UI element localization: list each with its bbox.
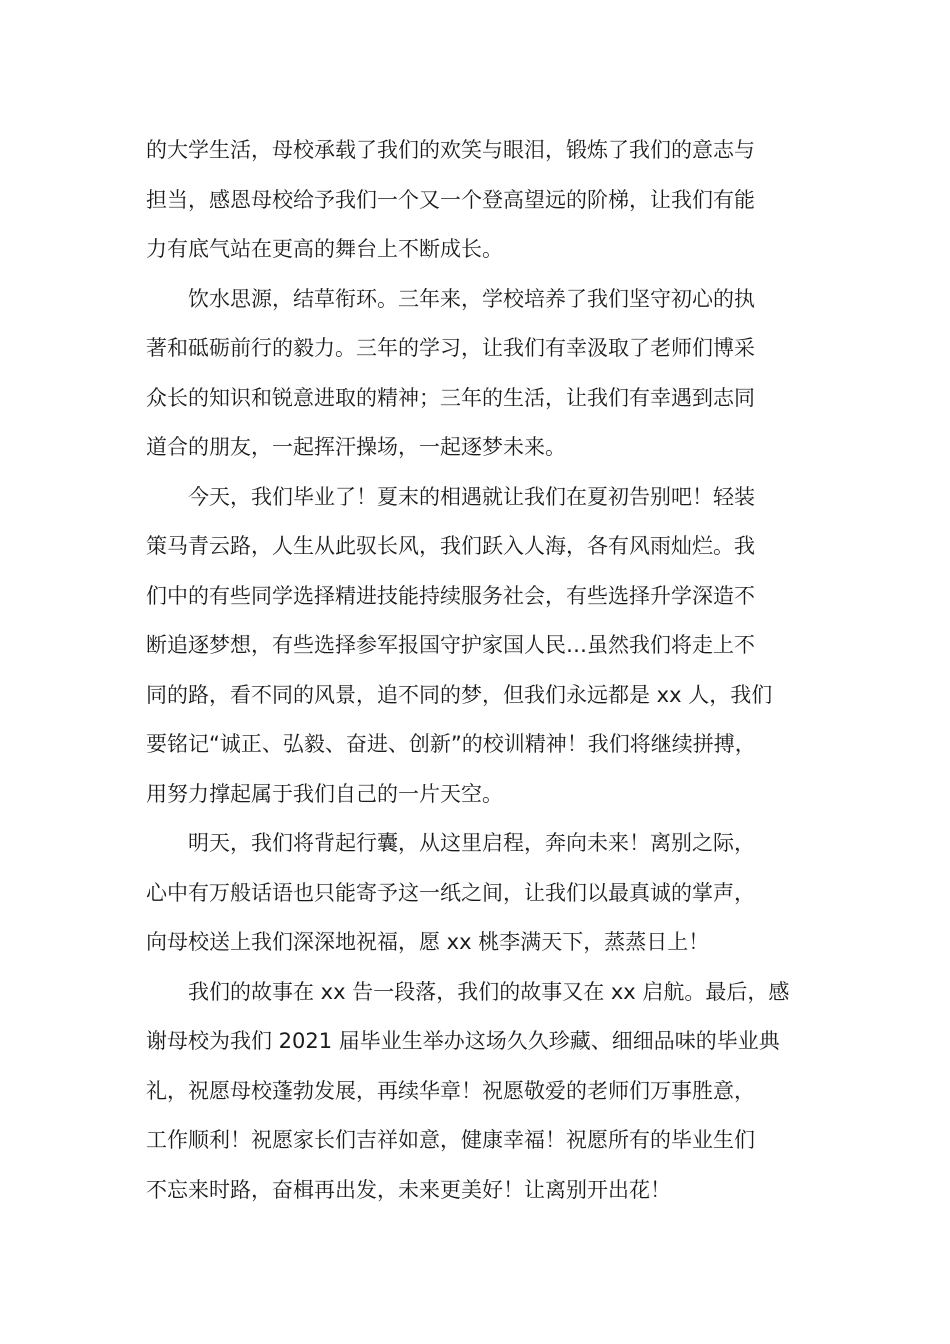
text-line: 同的路，看不同的风景，追不同的梦，但我们永远都是 xx 人，我们 xyxy=(146,682,773,707)
text-line: 工作顺利！祝愿家长们吉祥如意，健康幸福！祝愿所有的毕业生们 xyxy=(146,1128,755,1152)
text-line: 们中的有些同学选择精进技能持续服务社会，有些选择升学深造不 xyxy=(146,583,755,608)
text-line: 心中有万般话语也只能寄予这一纸之间，让我们以最真诚的掌声， xyxy=(146,880,755,905)
text-line: 力有底气站在更高的舞台上不断成长。 xyxy=(146,237,503,261)
text-line: 策马青云路，人生从此驭长风，我们跃入人海，各有风雨灿烂。我 xyxy=(146,534,755,558)
text-line: 担当，感恩母校给予我们一个又一个登高望远的阶梯，让我们有能 xyxy=(146,187,755,212)
text-line: 我们的故事在 xx 告一段落，我们的故事又在 xx 启航。最后，感 xyxy=(146,979,790,1004)
text-line: 的大学生活，母校承载了我们的欢笑与眼泪，锻炼了我们的意志与 xyxy=(146,138,755,162)
text-line: 向母校送上我们深深地祝福，愿 xx 桃李满天下，蒸蒸日上！ xyxy=(146,930,710,954)
text-line: 今天，我们毕业了！夏末的相遇就让我们在夏初告别吧！轻装 xyxy=(146,484,755,509)
text-line: 要铭记“诚正、弘毅、奋进、创新”的校训精神！我们将继续拼搏， xyxy=(146,732,756,756)
text-line: 著和砥砺前行的毅力。三年的学习，让我们有幸汲取了老师们博采 xyxy=(146,336,755,360)
body-text xyxy=(146,126,826,1215)
text-line: 不忘来时路，奋楫再出发，未来更美好！让离别开出花！ xyxy=(146,1177,671,1202)
text-line: 礼，祝愿母校蓬勃发展，再续华章！祝愿敬爱的老师们万事胜意， xyxy=(146,1078,755,1103)
text-line: 众长的知识和锐意进取的精神；三年的生活，让我们有幸遇到志同 xyxy=(146,385,755,410)
text-line: 明天，我们将背起行囊，从这里启程，奔向未来！离别之际， xyxy=(146,831,755,855)
text-line: 道合的朋友，一起挥汗操场，一起逐梦未来。 xyxy=(146,435,566,459)
text-line: 谢母校为我们 2021 届毕业生举办这场久久珍藏、细细品味的毕业典 xyxy=(146,1029,780,1053)
text-line: 用努力撑起属于我们自己的一片天空。 xyxy=(146,781,503,806)
text-line: 断追逐梦想，有些选择参军报国守护家国人民…虽然我们将走上不 xyxy=(146,633,755,657)
text-line: 饮水思源，结草衔环。三年来，学校培养了我们坚守初心的执 xyxy=(146,286,755,311)
